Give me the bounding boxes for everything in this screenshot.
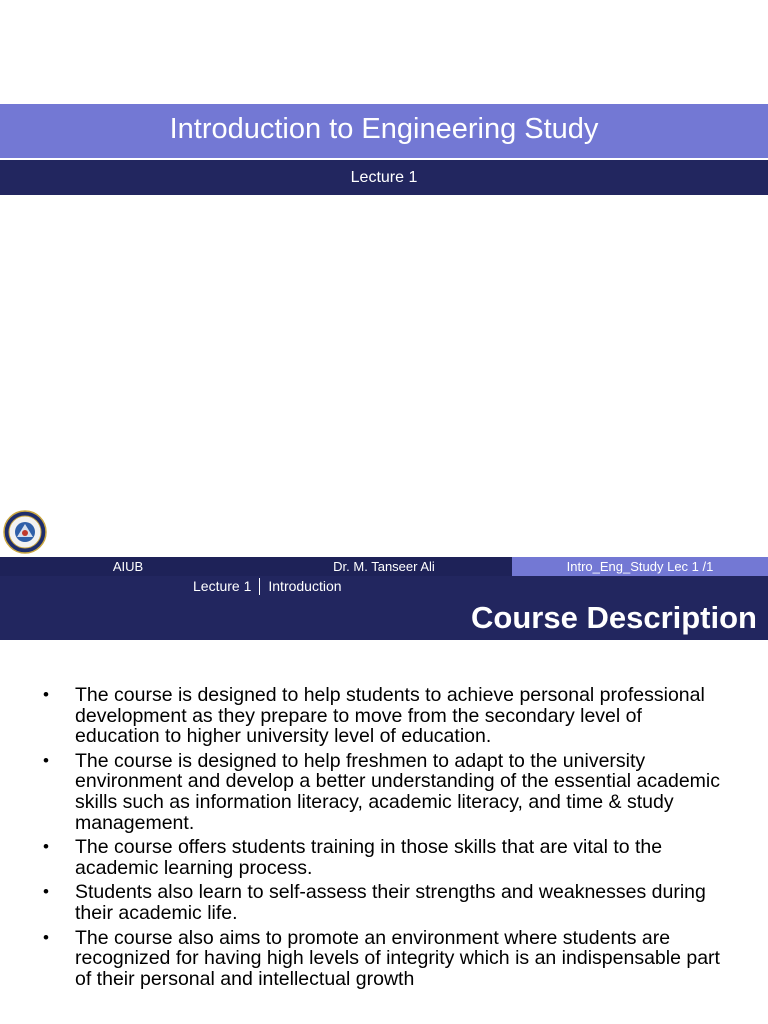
footer-author bbox=[256, 557, 512, 576]
bullet-text: The course is designed to help freshmen to adapt to the university environment and develop a better understanding of the essential academic skills such as information literacy, academic literacy, and time & study management. bbox=[75, 749, 721, 834]
university-seal-icon bbox=[3, 510, 47, 554]
list-item bbox=[0, 751, 768, 833]
slide-subtitle: Lecture 1 bbox=[350, 168, 418, 186]
list-item bbox=[0, 928, 768, 990]
bullet-dot-icon: • bbox=[43, 750, 49, 770]
bullet-text: The course offers students training in those skills that are vital to the academic learning process. bbox=[75, 836, 663, 879]
bullet-text: The course is designed to help students to achieve personal professional development as they prepare to move from the secondary level of education to higher university level of education. bbox=[75, 684, 705, 748]
bullet-list bbox=[0, 685, 768, 989]
list-item bbox=[0, 837, 768, 878]
slide-title: Introduction to Engineering Study bbox=[169, 112, 599, 145]
bullet-text: Students also learn to self-assess their strengths and weaknesses during their academic life. bbox=[75, 881, 706, 924]
footer-slide-number-label: Intro_Eng_Study Lec 1 /1 bbox=[566, 559, 714, 574]
bullet-dot-icon: • bbox=[43, 685, 49, 704]
slide-title-band bbox=[0, 104, 768, 158]
footer-institution bbox=[0, 557, 256, 576]
footer-slide-number bbox=[512, 557, 768, 576]
slide-subtitle-band bbox=[0, 160, 768, 195]
breadcrumb-lecture: Lecture 1 bbox=[193, 578, 252, 594]
slide2-title: Course Description bbox=[471, 600, 757, 635]
footer-institution-label: AIUB bbox=[112, 559, 144, 574]
list-item bbox=[0, 685, 768, 747]
bullet-dot-icon: • bbox=[43, 837, 49, 857]
bullet-dot-icon: • bbox=[43, 882, 49, 902]
list-item bbox=[0, 882, 768, 923]
slide2-content bbox=[0, 685, 768, 993]
bullet-dot-icon: • bbox=[43, 927, 49, 947]
slide2-header bbox=[0, 576, 768, 640]
breadcrumb-separator bbox=[259, 578, 260, 595]
breadcrumb-section: Introduction bbox=[268, 578, 342, 594]
footer-author-label: Dr. M. Tanseer Ali bbox=[333, 559, 435, 574]
breadcrumb bbox=[193, 576, 342, 596]
slide-footer bbox=[0, 557, 768, 576]
bullet-text: The course also aims to promote an environment where students are recognized for having high levels of integrity which is an indispensable part of their personal and intellectual growth bbox=[75, 926, 720, 990]
